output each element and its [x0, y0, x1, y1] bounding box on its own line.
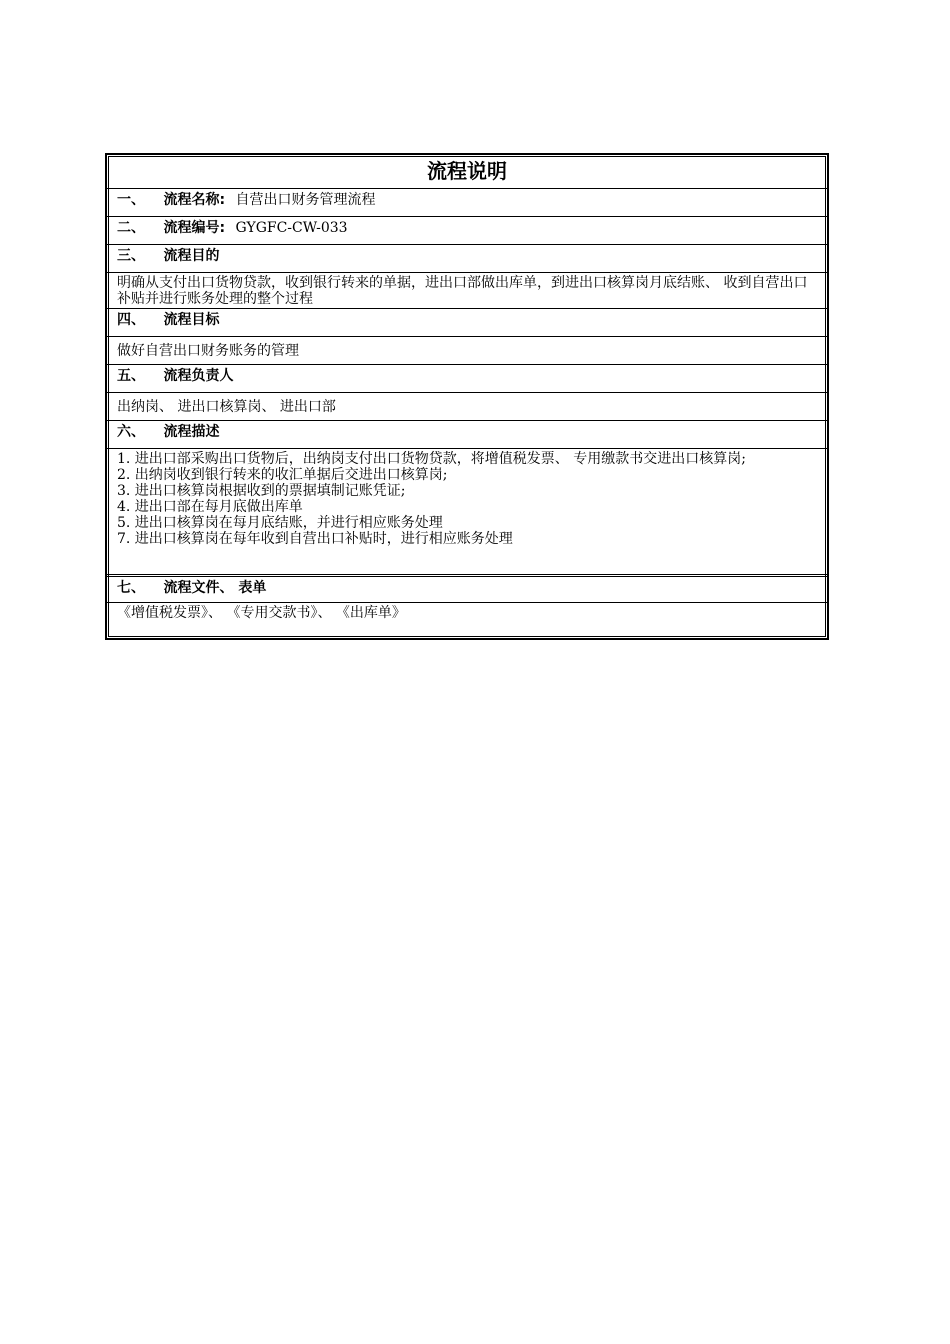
goal-text: 做好自营出口财务账务的管理 [107, 336, 827, 364]
section-number: 二、 [117, 220, 145, 236]
page-title: 流程说明 [427, 159, 507, 183]
description-step: 3. 进出口核算岗根据收到的票据填制记账凭证; [117, 483, 406, 499]
description-step: 1. 进出口部采购出口货物后，出纳岗支付出口货物贷款，将增值税发票、 专用缴款书交进出口核算岗; [117, 451, 746, 467]
section-label: 流程名称: [163, 192, 226, 208]
process-code-value: GYGFC-CW-033 [235, 220, 348, 236]
section-label: 流程负责人 [163, 368, 234, 384]
process-name-value: 自营出口财务管理流程 [235, 192, 376, 208]
section-number: 五、 [117, 368, 145, 384]
section-process-owner [107, 364, 827, 392]
section-process-documents [107, 574, 827, 602]
section-label: 流程编号: [163, 220, 226, 236]
section-number: 三、 [117, 248, 145, 264]
section-process-purpose [107, 244, 827, 272]
section-process-goal [107, 308, 827, 336]
section-number: 六、 [117, 424, 145, 440]
section-number: 一、 [117, 192, 145, 208]
section-process-description [107, 420, 827, 448]
section-label: 流程目的 [163, 248, 220, 264]
section-label: 流程目标 [163, 312, 220, 328]
purpose-text: 明确从支付出口货物贷款，收到银行转来的单据，进出口部做出库单，到进出口核算岗月底结账、 收到自营出口补贴并进行账务处理的整个过程 [107, 272, 827, 308]
section-process-name [107, 188, 827, 216]
description-step: 5. 进出口核算岗在每月底结账，并进行相应账务处理 [117, 515, 443, 531]
section-process-code [107, 216, 827, 244]
section-number: 七、 [117, 580, 145, 596]
section-label: 流程文件、 表单 [163, 580, 267, 596]
owner-text: 出纳岗、 进出口核算岗、 进出口部 [107, 392, 827, 420]
description-step: 4. 进出口部在每月底做出库单 [117, 499, 303, 515]
section-label: 流程描述 [163, 424, 220, 440]
process-description-table [105, 153, 829, 640]
section-number: 四、 [117, 312, 145, 328]
description-step: 2. 出纳岗收到银行转来的收汇单据后交进出口核算岗; [117, 467, 448, 483]
description-list [107, 448, 827, 574]
description-step: 7. 进出口核算岗在每年收到自营出口补贴时，进行相应账务处理 [117, 531, 513, 547]
documents-text: 《增值税发票》、 《专用交款书》、 《出库单》 [107, 602, 827, 638]
